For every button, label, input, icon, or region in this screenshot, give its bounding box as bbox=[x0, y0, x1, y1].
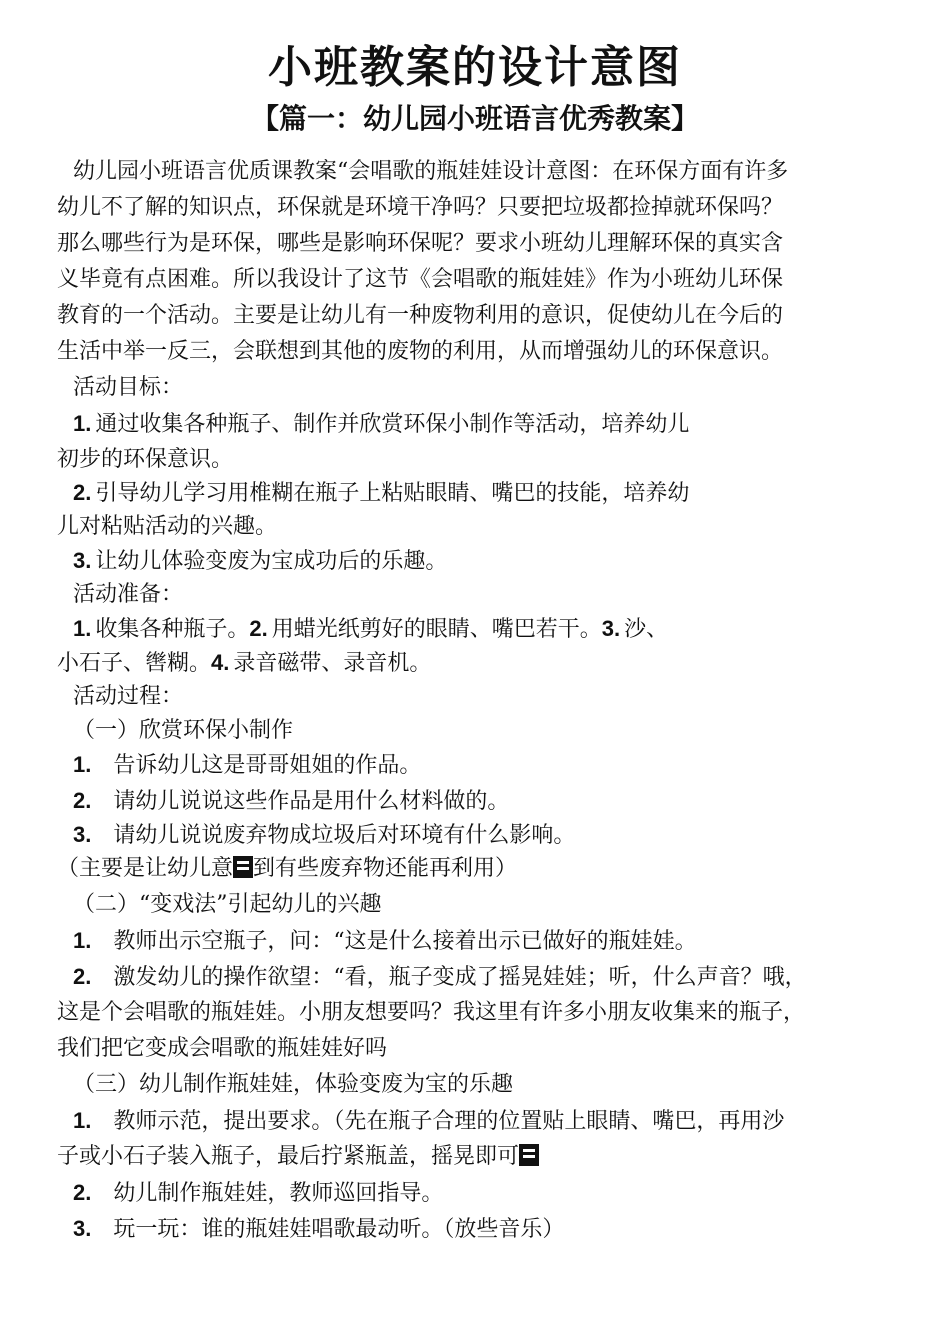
goal-number: 2. bbox=[73, 480, 92, 505]
prep-items bbox=[73, 611, 923, 647]
process-step bbox=[73, 783, 923, 819]
process-step bbox=[73, 1211, 923, 1247]
prep-text: 沙、 bbox=[624, 617, 669, 642]
intro-line: 生活中举一反三，会联想到其他的废物的利用，从而增强幼儿的环保意识。 bbox=[57, 339, 784, 364]
process-part-title: （一）欣赏环保小制作 bbox=[73, 718, 294, 743]
garbled-glyph-icon bbox=[233, 856, 253, 878]
step-number: 1. bbox=[73, 1108, 92, 1133]
garbled-glyph-icon bbox=[519, 1144, 539, 1166]
page-title: 小班教案的设计意图 bbox=[268, 42, 682, 93]
process-step bbox=[73, 923, 923, 959]
step-text: 幼儿制作瓶娃娃，教师巡回指导。 bbox=[113, 1181, 444, 1206]
intro-line: 义毕竟有点困难。所以我设计了这节《会唱歌的瓶娃娃》作为小班幼儿环保 bbox=[57, 267, 784, 292]
process-part-title: （二）“变戏法”引起幼儿的兴趣 bbox=[73, 892, 382, 917]
process-step bbox=[73, 817, 923, 853]
goal-number: 1. bbox=[73, 411, 92, 436]
process-note bbox=[57, 851, 907, 887]
goals-heading: 活动目标： bbox=[73, 375, 184, 400]
process-heading: 活动过程： bbox=[73, 684, 184, 709]
intro-line: 幼儿不了解的知识点，环保就是环境干净吗？只要把垃圾都捡掉就环保吗？ bbox=[57, 195, 784, 220]
step-number: 1. bbox=[73, 752, 92, 777]
goal-text: 让幼儿体验变废为宝成功后的乐趣。 bbox=[95, 549, 448, 574]
step-text: 请幼儿说说废弃物成垃圾后对环境有什么影响。 bbox=[113, 823, 576, 848]
goal-text-continued: 儿对粘贴活动的兴趣。 bbox=[57, 514, 278, 539]
prep-text: 用蜡光纸剪好的眼睛、嘴巴若干。 bbox=[271, 617, 602, 642]
step-text: 子或小石子装入瓶子，最后拧紧瓶盖，摇晃即可 bbox=[57, 1144, 520, 1169]
prep-number: 1. bbox=[73, 616, 92, 641]
prep-text: 录音磁带、录音机。 bbox=[233, 651, 432, 676]
step-number: 2. bbox=[73, 788, 92, 813]
page-subtitle: 【篇一：幼儿园小班语言优秀教案】 bbox=[250, 102, 699, 135]
process-step bbox=[73, 1103, 923, 1139]
step-text-continued: 这是个会唱歌的瓶娃娃。小朋友想要吗？我这里有许多小朋友收集来的瓶子， bbox=[57, 1000, 806, 1025]
step-text-continued: 我们把它变成会唱歌的瓶娃娃好吗 bbox=[57, 1036, 388, 1061]
prep-number: 2. bbox=[249, 616, 268, 641]
note-text: （主要是让幼儿意 bbox=[57, 856, 234, 881]
step-number: 2. bbox=[73, 1180, 92, 1205]
goal-item bbox=[73, 475, 923, 511]
step-text: 激发幼儿的操作欲望：“看，瓶子变成了摇晃娃娃；听，什么声音？哦， bbox=[113, 965, 807, 990]
process-step bbox=[73, 1175, 923, 1211]
goal-text: 引导幼儿学习用椎糊在瓶子上粘贴眼睛、嘴巴的技能，培养幼 bbox=[95, 481, 690, 506]
goal-text-continued: 初步的环保意识。 bbox=[57, 447, 234, 472]
goal-item bbox=[73, 406, 923, 442]
intro-line: 教育的一个活动。主要是让幼儿有一种废物利用的意识，促使幼儿在今后的 bbox=[57, 303, 784, 328]
prep-text: 收集各种瓶子。 bbox=[95, 617, 250, 642]
process-part-title: （三）幼儿制作瓶娃娃，体验变废为宝的乐趣 bbox=[73, 1072, 514, 1097]
step-text: 玩一玩：谁的瓶娃娃唱歌最动听。（放些音乐） bbox=[113, 1217, 565, 1242]
prep-heading: 活动准备： bbox=[73, 582, 184, 607]
process-step bbox=[73, 747, 923, 783]
intro-line: 幼儿园小班语言优质课教案“会唱歌的瓶娃娃设计意图：在环保方面有许多 bbox=[73, 159, 789, 184]
step-text-continued bbox=[57, 1139, 907, 1175]
step-number: 1. bbox=[73, 928, 92, 953]
prep-number: 3. bbox=[601, 616, 621, 641]
prep-items-continued bbox=[57, 645, 907, 681]
step-text: 请幼儿说说这些作品是用什么材料做的。 bbox=[113, 789, 510, 814]
step-number: 3. bbox=[73, 822, 92, 847]
note-text: 到有些废弃物还能再利用） bbox=[253, 856, 518, 881]
goal-number: 3. bbox=[73, 548, 92, 573]
step-number: 2. bbox=[73, 964, 92, 989]
process-step bbox=[73, 959, 923, 995]
step-text: 告诉幼儿这是哥哥姐姐的作品。 bbox=[113, 753, 422, 778]
step-text: 教师出示空瓶子，问：“这是什么接着出示已做好的瓶娃娃。 bbox=[113, 929, 697, 954]
prep-number: 4. bbox=[211, 650, 230, 675]
step-text: 教师示范，提出要求。（先在瓶子合理的位置贴上眼睛、嘴巴，再用沙 bbox=[113, 1109, 785, 1134]
prep-text: 小石子、辔糊。 bbox=[57, 651, 212, 676]
goal-text: 通过收集各种瓶子、制作并欣赏环保小制作等活动，培养幼儿 bbox=[95, 412, 690, 437]
goal-item bbox=[73, 543, 923, 579]
intro-line: 那么哪些行为是环保，哪些是影响环保呢？要求小班幼儿理解环保的真实含 bbox=[57, 231, 784, 256]
step-number: 3. bbox=[73, 1216, 92, 1241]
